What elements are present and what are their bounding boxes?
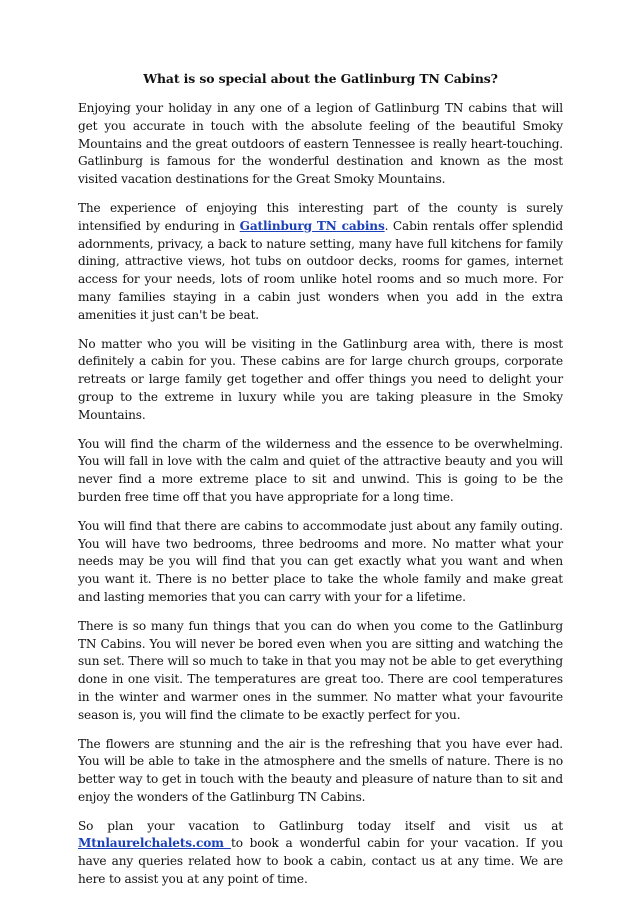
gatlinburg-cabins-link[interactable]: Gatlinburg TN cabins bbox=[239, 218, 385, 233]
paragraph-3: No matter who you will be visiting in the Gatlinburg area with, there is most definitely a cabin for you. These cabins are for large church groups, corporate retreats or large family get together and offer things you need to delight your group to the extreme in luxury while you are taking pleasure in the Smoky Mountains. bbox=[78, 336, 563, 422]
paragraph-2-text-a: The experience of enjoying this interesting part of the county is surely intensified by enduring in bbox=[78, 200, 563, 233]
paragraph-2 bbox=[78, 200, 563, 325]
paragraph-1: Enjoying your holiday in any one of a legion of Gatlinburg TN cabins that will get you accurate in touch with the absolute feeling of the beautiful Smoky Mountains and the great outdoors of eastern Tennessee is really heart-touching. Gatlinburg is famous for the wonderful destination and known as the most visited vacation destinations for the Great Smoky Mountains. bbox=[78, 101, 563, 187]
mtnlaurelchalets-link[interactable]: Mtnlaurelchalets.com bbox=[78, 836, 231, 851]
paragraph-5: You will find that there are cabins to accommodate just about any family outing. You will have two bedrooms, three bedrooms and more. No matter what your needs may be you will find that you can get exactly what you want and when you want it. There is no better place to take the whole family and make great and lasting memories that you can carry with your for a lifetime. bbox=[78, 518, 563, 604]
paragraph-4: You will find the charm of the wilderness and the essence to be overwhelming. You will fall in love with the calm and quiet of the attractive beauty and you will never find a more extreme place to sit and unwind. This is going to be the burden free time off that you have appropriate for a long time. bbox=[78, 436, 563, 504]
document-title: What is so special about the Gatlinburg TN Cabins? bbox=[143, 71, 498, 86]
paragraph-2-text-b: . Cabin rentals offer splendid adornments, privacy, a back to nature setting, many have full kitchens for family dining, attractive views, hot tubs on outdoor decks, rooms for games, internet access for your needs, lots of room unlike hotel rooms and so much more. For many families staying in a cabin just wonders when you add in the extra amenities it just can't be beat. bbox=[78, 218, 563, 322]
paragraph-6: There is so many fun things that you can do when you come to the Gatlinburg TN Cabins. You will never be bored even when you are sitting and watching the sun set. There will so much to take in that you may not be able to get everything done in one visit. The temperatures are great too. There are cool temperatures in the winter and warmer ones in the summer. No matter what your favourite season is, you will find the climate to be exactly perfect for you. bbox=[78, 618, 563, 722]
paragraph-7: The flowers are stunning and the air is the refreshing that you have ever had. You will be able to take in the atmosphere and the smells of nature. There is no better way to get in touch with the beauty and pleasure of nature than to sit and enjoy the wonders of the Gatlinburg TN Cabins. bbox=[78, 736, 563, 804]
paragraph-8-text-a: So plan your vacation to Gatlinburg today itself and visit us at bbox=[78, 818, 563, 833]
paragraph-8-text-b: to book a wonderful cabin for your vacation. If you have any queries related how to book a cabin, contact us at any time. We are here to assist you at any point of time. bbox=[78, 836, 563, 887]
paragraph-8 bbox=[78, 818, 563, 889]
